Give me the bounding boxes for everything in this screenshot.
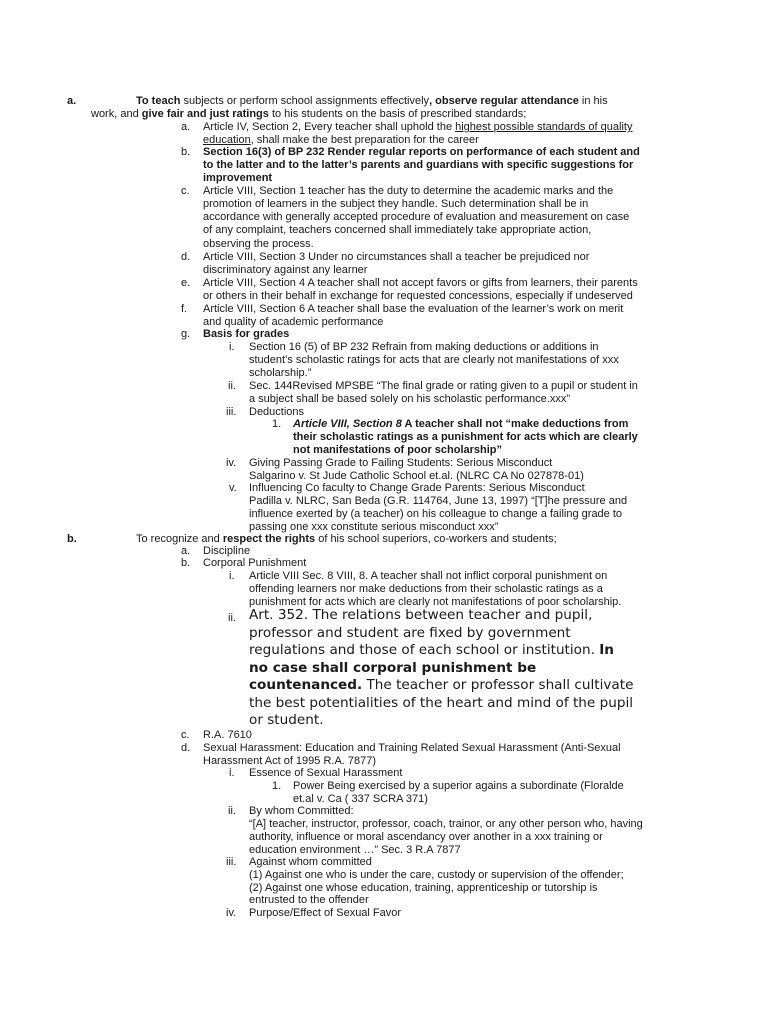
duty-respect-rights: respect the rights (222, 533, 316, 545)
numbered-marker: 1. (272, 780, 282, 792)
roman-marker: ii. (228, 380, 236, 392)
sub-item-continued: passing one xxx constitute serious misconduct xxx” (249, 521, 499, 533)
sub-item-continued: Padilla v. NLRC, San Beda (G.R. 114764, June 13, 1997) “[T]he pressure and (249, 495, 628, 507)
list-marker: b. (181, 557, 191, 569)
numbered-item-text: A teacher shall not “make deductions from (401, 418, 629, 430)
sub-item: By whom Committed: (249, 805, 354, 817)
sub-item-continued: “[A] teacher, instructor, professor, coach, trainor, or any other person who, having (249, 818, 643, 830)
duty-recognize: To recognize and (136, 533, 223, 545)
quoted-article: Art. 352. The relations between teacher and pupil, (249, 607, 593, 623)
numbered-item: Power Being exercised by a superior agains a subordinate (Floralde (293, 780, 624, 792)
item-a-marker: a. (67, 95, 77, 107)
list-item-continued: to the latter and to the latter’s parents and guardians with specific suggestions for (203, 159, 634, 171)
sub-item: Against whom committed (249, 856, 372, 868)
list-marker: b. (181, 146, 191, 158)
sub-item: Giving Passing Grade to Failing Students: Serious Misconduct (249, 457, 553, 469)
numbered-marker: 1. (272, 418, 282, 430)
sub-item: Purpose/Effect of Sexual Favor (249, 907, 402, 919)
list-marker: c. (181, 729, 190, 741)
list-marker: d. (181, 742, 191, 754)
list-marker: e. (181, 277, 191, 289)
list-marker: f. (181, 303, 188, 315)
roman-marker: i. (229, 570, 235, 582)
quoted-article-continued: the best potentialities of the heart and mind of the pupil (249, 695, 634, 711)
roman-marker: ii. (228, 612, 236, 624)
sub-item-continued: punishment for acts which are clearly not manifestations of poor scholarship. (249, 596, 622, 608)
quoted-article-continued (249, 677, 633, 694)
quoted-article-continued (249, 642, 614, 659)
list-item: Article VIII, Section 1 teacher has the duty to determine the academic marks and the (203, 185, 614, 197)
list-item-text: , shall make the best preparation for the career (250, 134, 479, 146)
sub-item-continued: entrusted to the offender (249, 894, 369, 906)
list-item: Discipline (203, 545, 251, 557)
sub-item: Deductions (249, 406, 305, 418)
sub-item: Influencing Co faculty to Change Grade Parents: Serious Misconduct (249, 482, 585, 494)
numbered-item-continued: not manifestations of poor scholarship” (293, 444, 503, 456)
item-a-line-1 (136, 95, 608, 107)
roman-marker: i. (229, 767, 235, 779)
quoted-article-continued: or student. (249, 712, 324, 728)
roman-marker: iii. (226, 856, 237, 868)
list-item (203, 121, 632, 133)
list-item-continued: improvement (203, 172, 273, 184)
list-item-continued: discriminatory against any learner (203, 264, 368, 276)
item-b-marker: b. (67, 533, 77, 545)
underlined-text: education (203, 134, 251, 146)
list-item: Sexual Harassment: Education and Training Related Sexual Harassment (Anti-Sexual (203, 742, 621, 754)
list-marker: a. (181, 545, 191, 557)
list-item-continued: or others in their behalf in exchange for requested concessions, especially if undeserved (203, 290, 633, 302)
sub-item-continued: (2) Against one whose education, training, apprenticeship or tutorship is (249, 882, 598, 894)
article-citation: Article VIII, Section 8 (293, 418, 402, 430)
list-marker: d. (181, 251, 191, 263)
duty-ratings-text: to his students on the basis of prescribed standards; (268, 108, 527, 120)
sub-item-continued: (1) Against one who is under the care, custody or supervision of the offender; (249, 869, 624, 881)
duty-line1-end: in his (578, 95, 608, 107)
list-item-text: Article IV, Section 2, Every teacher shall uphold the (203, 121, 456, 133)
sub-item: Sec. 144Revised MPSBE “The final grade or rating given to a pupil or student in (249, 380, 638, 392)
duty-attendance: , observe regular attendance (429, 95, 579, 107)
item-a-line-2 (91, 108, 526, 120)
roman-marker: v. (229, 482, 237, 494)
quoted-article-continued: professor and student are fixed by government (249, 625, 571, 641)
quoted-article-text: The teacher or professor shall cultivate (362, 677, 634, 693)
roman-marker: iv. (226, 907, 237, 919)
list-item-continued: promotion of learners in the subject they handle. Such determination shall be in (203, 198, 589, 210)
quoted-article-bold: countenanced. (249, 677, 363, 693)
quoted-article-text: regulations and those of each school or institution. (249, 642, 600, 658)
sub-item: Section 16 (5) of BP 232 Refrain from making deductions or additions in (249, 341, 599, 353)
item-b-line-1 (136, 533, 557, 545)
roman-marker: iii. (226, 406, 237, 418)
roman-marker: iv. (226, 457, 237, 469)
roman-marker: ii. (228, 805, 236, 817)
duty-work: work, and (91, 108, 142, 120)
roman-marker: i. (229, 341, 235, 353)
list-item-heading: Basis for grades (203, 328, 290, 340)
sub-item: Article VIII Sec. 8 VIII, 8. A teacher shall not inflict corporal punishment on (249, 570, 608, 582)
list-item: Section 16(3) of BP 232 Render regular reports on performance of each student and (203, 146, 640, 158)
numbered-item-continued: et.al v. Ca ( 337 SCRA 371) (293, 793, 428, 805)
list-item: Article VIII, Section 4 A teacher shall not accept favors or gifts from learners, their parents (203, 277, 638, 289)
list-item-continued (203, 134, 479, 146)
list-marker: a. (181, 121, 191, 133)
duty-respect-text: of his school superiors, co-workers and students; (315, 533, 557, 545)
numbered-item-continued: their scholastic ratings as a punishment for acts which are clearly (293, 431, 638, 443)
list-item: Corporal Punishment (203, 557, 307, 569)
list-item-continued: of any complaint, teachers concerned shall immediately take appropriate action, (203, 224, 592, 236)
sub-item-continued: a subject shall be based solely on his scholastic performance.xxx” (249, 393, 570, 405)
sub-item-continued: influence exerted by (a teacher) on his colleague to change a failing grade to (249, 508, 623, 520)
duty-teach-text: subjects or perform school assignments effectively (180, 95, 430, 107)
duty-ratings: give fair and just ratings (141, 108, 269, 120)
list-item: Article VIII, Section 6 A teacher shall base the evaluation of the learner’s work on merit (203, 303, 624, 315)
sub-item-continued: offending learners nor make deductions from their scholastic ratings as a (249, 583, 603, 595)
list-item-continued: accordance with generally accepted procedure of evaluation and measurement on case (203, 211, 630, 223)
sub-item-continued: scholarship.” (249, 367, 312, 379)
sub-item-continued: student’s scholastic ratings for acts that are clearly not manifestations of xxx (249, 354, 619, 366)
duty-teach: To teach (136, 95, 181, 107)
quoted-article-bold: no case shall corporal punishment be (249, 660, 537, 676)
list-item-continued: and quality of academic performance (203, 316, 384, 328)
sub-item-continued: Salgarino v. St Jude Catholic School et.al. (NLRC CA No 027878-01) (249, 470, 584, 482)
underlined-text: highest possible standards of quality (455, 121, 633, 133)
list-item-continued: Harassment Act of 1995 R.A. 7877) (203, 755, 377, 767)
list-item: Article VIII, Section 3 Under no circumstances shall a teacher be prejudiced nor (203, 251, 590, 263)
list-marker: c. (181, 185, 190, 197)
list-item: R.A. 7610 (203, 729, 252, 741)
sub-item-continued: education environment …” Sec. 3 R.A 7877 (249, 844, 461, 856)
numbered-item (293, 418, 628, 430)
quoted-article-bold: In (599, 642, 614, 658)
sub-item: Essence of Sexual Harassment (249, 767, 403, 779)
list-marker: g. (181, 328, 191, 340)
list-item-continued: observing the process. (203, 238, 314, 250)
sub-item-continued: authority, influence or moral ascendancy over another in a xxx training or (249, 831, 603, 843)
